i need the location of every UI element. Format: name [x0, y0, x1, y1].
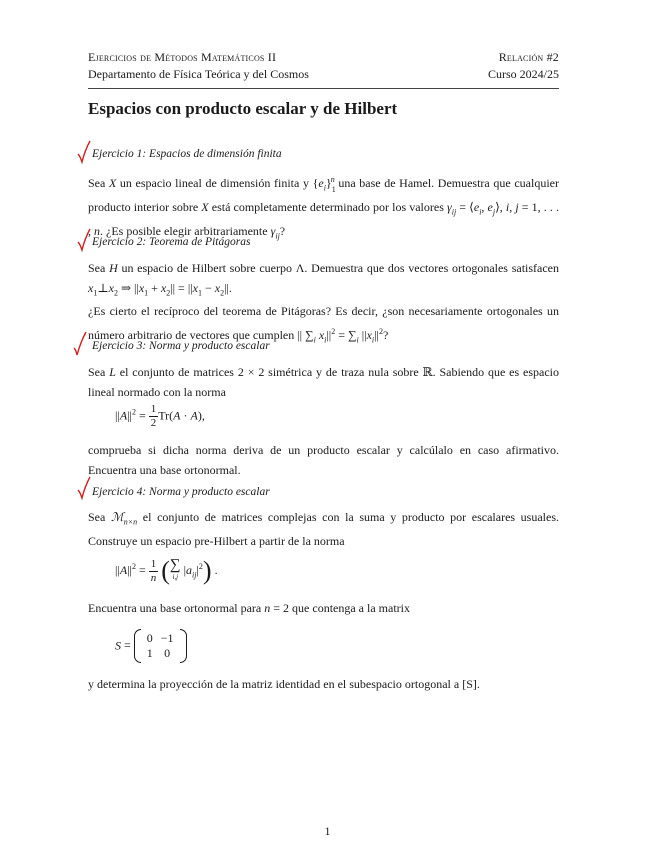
- exercise-1-title: Ejercicio 1: Espacios de dimensión finita: [92, 148, 282, 160]
- check-mark-icon: [77, 140, 91, 164]
- norm-formula-trace: $||A||^2$ = $\frac{1}{2}$ Tr(A · A),: [115, 403, 205, 429]
- course-title: Ejercicios de Métodos Matemáticos II: [88, 50, 277, 64]
- academic-year: Curso 2024/25: [487, 67, 559, 81]
- exercise-3-statement: Sea L el conjunto de matrices 2 × 2 simétrica y de traza nula sobre ℝ. Sabiendo que es espacio lineal normado con la norma: [88, 365, 560, 399]
- exercise-4-basis-request: Encuentra una base ortonormal para n = 2 que contenga a la matrix: [88, 601, 410, 615]
- department: Departamento de Física Teórica y del Cosmos: [88, 67, 309, 81]
- exercise-1-statement: Sea X un espacio lineal de dimensión finita y $\{e_i\}_1^n$ una base de Hamel. Demuestra que cualquier producto interior sobre X está completamente determinado por los valores $\gamma_{ij}$ = $⟨e_i$, $e_j⟩$, i, j = 1, . . . , n. ¿Es posible elegir arbitrariamente $\gamma_{ij}$?: [88, 175, 559, 241]
- matrix-s: 0 −1 1 0: [134, 631, 187, 661]
- exercise-4-statement: Sea ℳ$_{n\times n}$ el conjunto de matrices complejas con la suma y producto por escalares usuales. Construye un espacio pre-Hilbert a partir de la norma: [88, 510, 559, 548]
- norm-formula-sum: $||A||^2$ = $\frac{1}{n}$ ( ∑ i,j $|a_{ij}|^2$) .: [115, 556, 218, 585]
- exercise-3-title: Ejercicio 3: Norma y producto escalar: [92, 340, 270, 352]
- exercise-2-title: Ejercicio 2: Teorema de Pitágoras: [92, 236, 251, 248]
- header-rule: [88, 88, 559, 89]
- page-title: Espacios con producto escalar y de Hilbert: [88, 99, 398, 118]
- page-number: 1: [324, 824, 331, 838]
- exercise-4-title: Ejercicio 4: Norma y producto escalar: [92, 486, 270, 498]
- check-mark-icon: [73, 331, 87, 357]
- exercise-3-question: comprueba si dicha norma deriva de un producto escalar y calcúlalo en caso afirmativo. Encuentra una base ortonormal.: [88, 443, 559, 477]
- exercise-4-projection: y determina la proyección de la matriz identidad en el subespacio ortogonal a [S].: [88, 677, 480, 691]
- matrix-s-definition: S = 0 −1 1 0: [115, 631, 187, 661]
- exercise-2-statement: Sea H un espacio de Hilbert sobre cuerpo Λ. Demuestra que dos vectores ortogonales satisfacen $x_1\perp x_2$ ⇒ $||x_1 + x_2|| = ||x_1 - x_2||$. ¿Es cierto el recíproco del teorema de Pitágoras? Es decir, ¿son necesariamente ortogonales un número arbitrario de vectores que cumplen || $\sum_i$ $x_i||^2 = \sum_i$ $||x_i||^2$?: [88, 261, 560, 345]
- relation-number: Relación #2: [498, 50, 559, 64]
